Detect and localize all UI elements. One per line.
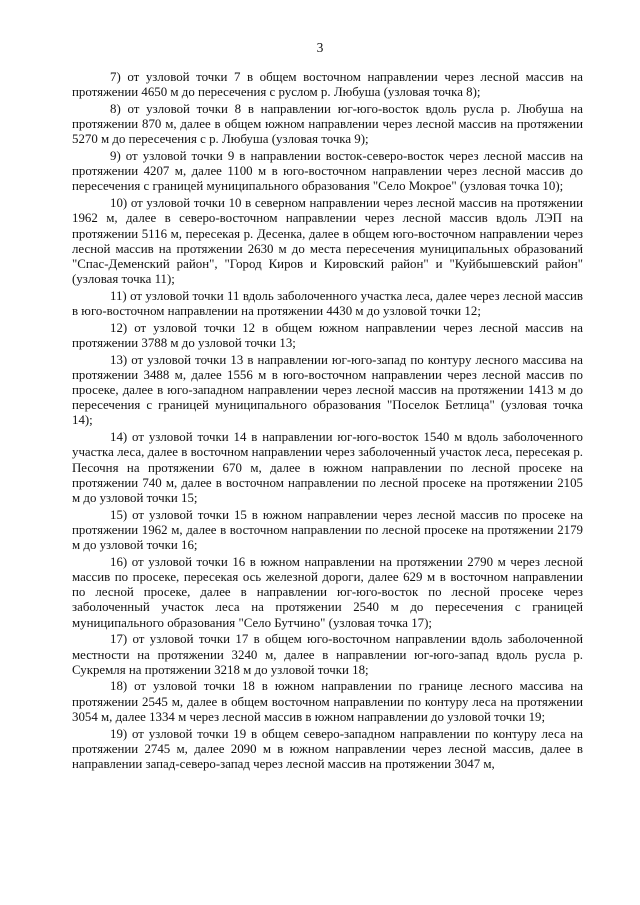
page-number: 3 [316, 40, 324, 55]
paragraph-point-8: 8) от узловой точки 8 в направлении юг-юго-восток вдоль русла р. Любуша на протяжении 870 м, далее в общем южном направлении через лесной массив на протяжении 5270 м до пересечения с р. Любуша (узловая точка 9); [72, 101, 583, 147]
paragraph-point-18: 18) от узловой точки 18 в южном направлении по границе лесного массива на протяжении 2545 м, далее в общем восточном направлении по контуру леса на протяжении 3054 м, далее 1334 м через лесной массив в южном направлении до узловой точки 19; [72, 679, 583, 724]
paragraph-point-13: 13) от узловой точки 13 в направлении юг-юго-запад по контуру лесного массива на протяжении 3488 м, далее 1556 м в юго-восточном направлении через лесной массив по просеке, далее в юго-западном направлении через лесной массив на протяжении 1413 м до пересечения с границей муниципального образования "Поселок Бетлица" (узловая точка 14); [72, 352, 583, 428]
paragraph-point-15: 15) от узловой точки 15 в южном направлении через лесной массив по просеке на протяжении 1962 м, далее в восточном направлении по лесной просеке на протяжении 2179 м до узловой точки 16; [72, 507, 583, 553]
paragraph-point-17: 17) от узловой точки 17 в общем юго-восточном направлении вдоль заболоченной местности на протяжении 3240 м, далее в направлении юг-юго-запад вдоль русла р. Сукремля на протяжении 3218 м до узловой точки 18; [72, 632, 583, 677]
paragraph-point-19: 19) от узловой точки 19 в общем северо-западном направлении по контуру леса на протяжении 2745 м, далее 2090 м в южном направлении через лесной массив, далее в направлении запад-северо-запад через лесной массив на протяжении 3047 м, [72, 726, 583, 771]
paragraph-point-9: 9) от узловой точки 9 в направлении восток-северо-восток через лесной массив на протяжении 4207 м, далее 1100 м в юго-восточном направлении через лесной массив до пересечения с границей муниципального образования "Село Мокрое" (узловая точка 10); [72, 149, 583, 194]
paragraph-point-12: 12) от узловой точки 12 в общем южном направлении через лесной массив на протяжении 3788 м до узловой точки 13; [72, 320, 583, 350]
paragraph-point-14: 14) от узловой точки 14 в направлении юг-юго-восток 1540 м вдоль заболоченного участка леса, далее в восточном направлении через заболоченный участок леса, пересекая р. Песочня на протяжении 670 м, далее в южном направлении по лесной просеке на протяжении 740 м, далее в восточном направлении по лесной просеке на протяжении 2105 м до узловой точки 15; [72, 430, 583, 505]
document-body [72, 70, 583, 774]
paragraph-point-16: 16) от узловой точки 16 в южном направлении на протяжении 2790 м через лесной массив по просеке, пересекая ось железной дороги, далее 629 м в восточном направлении по лесной просеке, далее в направлении юг-юго-восток по лесной просеке через заболоченный участок леса на протяжении 2540 м до пересечения с границей муниципального образования "Село Бутчино" (узловая точка 17); [72, 554, 583, 630]
paragraph-point-11: 11) от узловой точки 11 вдоль заболоченного участка леса, далее через лесной массив в юго-восточном направлении на протяжении 4430 м до узловой точки 12; [72, 288, 583, 319]
paragraph-point-7: 7) от узловой точки 7 в общем восточном направлении через лесной массив на протяжении 4650 м до пересечения с руслом р. Любуша (узловая точка 8); [72, 70, 583, 100]
paragraph-point-10: 10) от узловой точки 10 в северном направлении через лесной массив на протяжении 1962 м, далее в северо-восточном направлении через лесной массив вдоль ЛЭП на протяжении 5116 м, пересекая р. Десенка, далее в общем юго-восточном направлении через лесной массив на протяжении 2630 м до места пересечения муниципальных образований "Спас-Деменский район", "Город Киров и Кировский район" и "Куйбышевский район" (узловая точка 11); [72, 196, 583, 287]
